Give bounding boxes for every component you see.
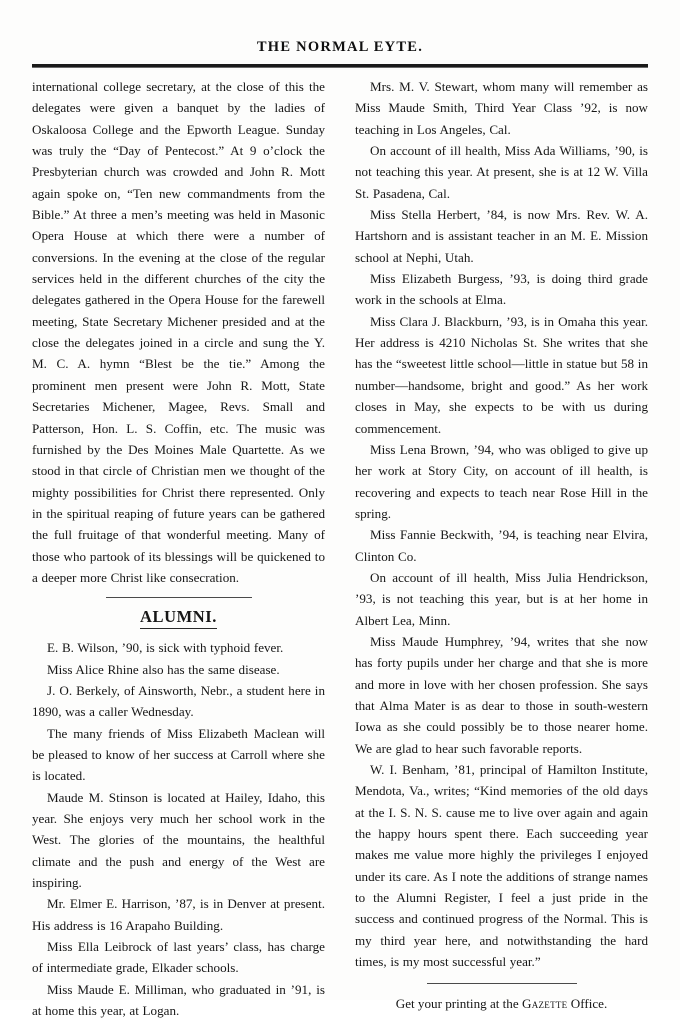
alumni-note: Miss Alice Rhine also has the same disease.: [47, 661, 280, 677]
alumni-note: Miss Ella Leibrock of last years’ class, has charge of intermediate grade, Elkader schools.: [32, 939, 325, 976]
alumni-note: On account of ill health, Miss Ada Williams, ’90, is not teaching this year. At present, she is at 12 W. Villa St. Pasadena, Cal.: [355, 143, 648, 201]
alumni-note: J. O. Berkely, of Ainsworth, Nebr., a student here in 1890, was a caller Wednesday.: [32, 682, 325, 720]
colophon: [355, 993, 648, 1014]
colophon-prefix: Get your printing at the: [395, 996, 522, 1012]
alumni-note: Miss Maude Humphrey, ’94, writes that she now has forty pupils under her charge and that she is more and more in love with her chosen profession. She says that Alma Mater is as dear to those in south-western Iowa as she could possibly be to those nearer home. We are glad to hear such favorable reports.: [355, 633, 648, 756]
alumni-note: Mrs. M. V. Stewart, whom many will remember as Miss Maude Smith, Third Year Class ’92, is now teaching in Los Angeles, Cal.: [355, 79, 648, 137]
section-title: ALUMNI.: [140, 607, 217, 629]
alumni-note: E. B. Wilson, ’90, is sick with typhoid fever.: [47, 640, 284, 656]
page-title: THE NORMAL EYTE.: [256, 39, 424, 55]
alumni-note: Miss Maude E. Milliman, who graduated in ’91, is at home this year, at Logan.: [32, 981, 325, 1019]
alumni-note: Miss Lena Brown, ’94, who was obliged to give up her work at Story City, on account of ill health, is recovering and expects to teach near Rose Hill in the spring.: [355, 441, 648, 521]
right-column: [355, 76, 648, 1021]
alumni-note: On account of ill health, Miss Julia Hendrickson, ’93, is not teaching this year, but is at her home in Albert Lea, Minn.: [355, 569, 648, 628]
alumni-note: Miss Fannie Beckwith, ’94, is teaching near Elvira, Clinton Co.: [355, 527, 648, 564]
alumni-section-header: [32, 597, 325, 635]
section-divider-rule: [106, 597, 252, 598]
alumni-note: Miss Elizabeth Burgess, ’93, is doing third grade work in the schools at Elma.: [355, 271, 648, 308]
alumni-note: The many friends of Miss Elizabeth Maclean will be pleased to know of her success at Carroll where she is located.: [32, 725, 325, 784]
two-column-body: [32, 76, 648, 1021]
colophon-divider-rule: [427, 983, 577, 984]
left-column: [32, 76, 325, 1021]
gazette-name: Gazette: [521, 996, 568, 1012]
colophon-suffix: Office.: [567, 996, 608, 1012]
alumni-note: Miss Stella Herbert, ’84, is now Mrs. Rev. W. A. Hartshorn and is assistant teacher in an M. E. Mission school at Nephi, Utah.: [355, 207, 648, 265]
alumni-note: Mr. Elmer E. Harrison, ’87, is in Denver at present. His address is 16 Arapaho Building.: [32, 896, 325, 933]
alumni-note: Maude M. Stinson is located at Hailey, Idaho, this year. She enjoys very much her school work in the West. The glories of the mountains, the healthful climate and the push and energy of the West are inspiring.: [32, 789, 325, 891]
running-head: [0, 39, 680, 56]
alumni-note: W. I. Benham, ’81, principal of Hamilton Institute, Mendota, Va., writes; “Kind memories of the old days at the I. S. N. S. cause me to live over again and again the happy hours spent there. Each succeeding year makes me value more highly the privileges I enjoyed under its care. As I note the additions of strange names to the Alumni Register, I feel a just pride in the success and continued progress of the Normal. This is my third year here, and notwithstanding the hard times, is my most successful year.”: [355, 762, 648, 970]
alumni-note: Miss Clara J. Blackburn, ’93, is in Omaha this year. Her address is 4210 Nicholas St. She writes that she has the “sweetest little school—little in statue but 58 in number—handsome, bright and good.” As her work closes in May, she expects to be with us during commencement.: [355, 313, 648, 436]
masthead-divider-rule: [32, 64, 648, 68]
continued-paragraph: international college secretary, at the close of this the delegates were given a banquet by the ladies of Oskaloosa College and the Epworth League. Sunday was truly the “Day of Pentecost.” At 9 o’clock the Presbyterian church was crowded and John R. Mott again spoke on, “Ten new commandments from the Bible.” At three a men’s meeting was held in Masonic Opera House at which there were a number of conversions. In the evening at the close of the regular services held in the different churches of the city the delegates gathered in the Opera House for the farewell meeting, State Secretary Michener presided and at the close the delegates joined in a circle and sung the Y. M. C. A. hymn “Blest be the tie.” Among the prominent men present were John R. Mott, State Secretaries Michener, Magee, Revs. Small and Patterson, Hon. L. S. Coffin, etc. The music was furnished by the Des Moines Male Quartette. As we stood in that circle of Christian men we thought of the mighty possibilities for Christ there represented. Only in the spiritual reaping of future years can be gathered the full fruitage of that wonderful meeting. Many of those who partook of its blessings will be quickened to a deeper more Christ like consecration.: [32, 79, 325, 585]
